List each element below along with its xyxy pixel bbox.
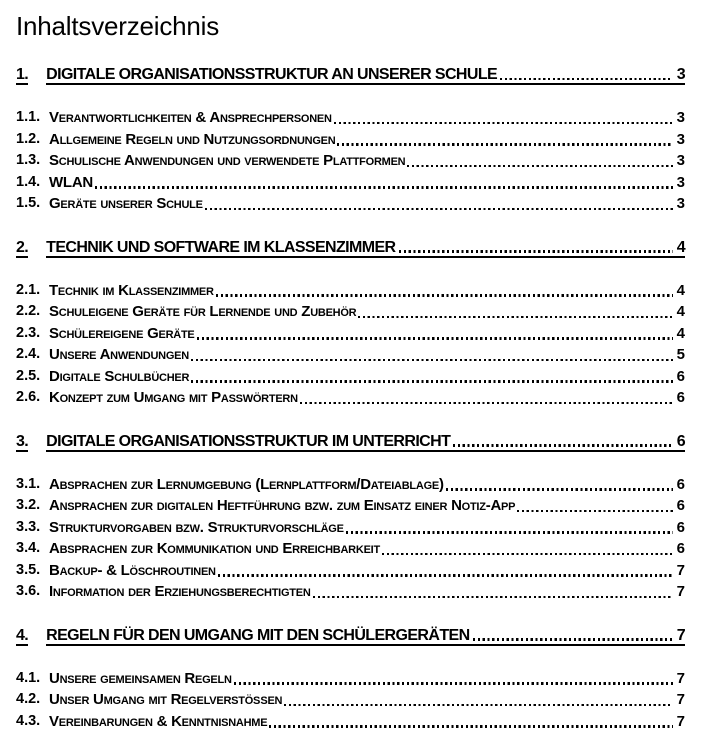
toc-entry[interactable] — [16, 387, 685, 409]
toc-entry-number: 2.5. — [16, 367, 41, 384]
toc-entry-page: 3 — [676, 130, 685, 148]
toc-entry-number: 3.6. — [16, 583, 41, 599]
dot-leader — [269, 725, 672, 727]
toc-entry-title: Schülereigene Geräte — [49, 324, 195, 342]
dot-leader — [358, 316, 672, 318]
dot-leader — [216, 294, 673, 296]
toc-entry-list — [16, 107, 685, 215]
toc-entry[interactable] — [16, 172, 685, 194]
toc-section-page: 3 — [676, 66, 685, 83]
toc-entry[interactable] — [16, 668, 685, 690]
toc-section-heading[interactable] — [16, 627, 685, 646]
toc-entry-number: 3.1. — [16, 475, 41, 492]
dot-leader — [205, 208, 673, 210]
toc-section-page: 6 — [676, 432, 685, 450]
toc-section-title: TECHNIK UND SOFTWARE IM KLASSENZIMMER — [46, 238, 396, 256]
toc-entry-title: Schulische Anwendungen und verwendete Plattformen — [49, 152, 406, 169]
toc-section-number: 2. — [16, 238, 29, 256]
toc-entry[interactable] — [16, 107, 685, 129]
toc-entry-page: 6 — [676, 540, 685, 557]
toc-entry-page: 7 — [676, 561, 685, 579]
toc-entry[interactable] — [16, 517, 685, 539]
dot-leader — [500, 78, 673, 80]
toc-entry-number: 1.1. — [16, 109, 41, 125]
toc-entry-page: 7 — [676, 691, 685, 708]
dot-leader — [517, 510, 672, 512]
toc-entry-page: 3 — [676, 109, 685, 126]
toc-entry-number: 2.1. — [16, 281, 41, 298]
toc-entry-title: Information der Erziehungsberechtigten — [49, 583, 311, 600]
toc-entry-page: 3 — [676, 152, 685, 169]
toc-entry-page: 3 — [676, 195, 685, 212]
toc-entry-page: 6 — [676, 389, 685, 406]
toc-section-title: DIGITALE ORGANISATIONSSTRUKTUR IM UNTERRICHT — [46, 432, 451, 450]
dot-leader — [399, 250, 673, 252]
toc-entry[interactable] — [16, 538, 685, 560]
toc-entry-page: 6 — [676, 367, 685, 385]
toc-entry-title: Digitale Schulbücher — [49, 367, 190, 385]
toc-section-number: 4. — [16, 626, 29, 644]
toc-entry-page: 6 — [676, 475, 685, 493]
dot-leader — [191, 380, 672, 382]
toc-section-heading[interactable] — [16, 433, 685, 452]
toc-section-title: DIGITALE ORGANISATIONSSTRUKTUR AN UNSERER SCHULE — [46, 66, 498, 83]
toc-entry-page: 6 — [676, 497, 685, 514]
toc-entry-title: Unsere gemeinsamen Regeln — [49, 669, 232, 687]
dot-leader — [284, 704, 672, 706]
toc-entry-page: 3 — [676, 173, 685, 191]
toc-entry-page: 7 — [676, 712, 685, 730]
dot-leader — [234, 682, 673, 684]
dot-leader — [446, 488, 673, 490]
toc-section-4 — [16, 627, 685, 733]
toc-entry-title: Technik im Klassenzimmer — [49, 281, 214, 299]
dot-leader — [191, 359, 673, 361]
toc-entry-title: Ansprachen zur digitalen Heftführung bzw. zum Einsatz einer Notiz-App — [49, 497, 516, 514]
toc-entry-title: WLAN — [49, 173, 93, 191]
toc-entry-title: Konzept zum Umgang mit Passwörtern — [49, 389, 298, 406]
toc-entry[interactable] — [16, 193, 685, 215]
toc-entry-page: 4 — [676, 324, 685, 342]
dot-leader — [334, 122, 673, 124]
toc-section-page: 7 — [676, 626, 685, 644]
toc-entry-title: Unser Umgang mit Regelverstößen — [49, 691, 283, 708]
toc-entry-number: 1.3. — [16, 152, 41, 168]
toc-entry-title: Backup- & Löschroutinen — [49, 561, 216, 579]
toc-section-3 — [16, 433, 685, 603]
toc-entry-list — [16, 280, 685, 409]
toc-entry-number: 2.6. — [16, 389, 41, 405]
dot-leader — [95, 186, 673, 188]
toc-entry[interactable] — [16, 280, 685, 302]
toc-entry-number: 2.3. — [16, 324, 41, 341]
toc-entry-number: 2.2. — [16, 303, 41, 319]
toc-entry-list — [16, 474, 685, 603]
toc-entry-title: Absprachen zur Kommunikation und Erreichbarkeit — [49, 540, 380, 557]
toc-entry[interactable] — [16, 323, 685, 345]
dot-leader — [337, 143, 672, 145]
toc-entry[interactable] — [16, 711, 685, 733]
toc-entry-page: 5 — [676, 346, 685, 363]
toc-entry[interactable] — [16, 560, 685, 582]
dot-leader — [313, 596, 673, 598]
dot-leader — [407, 165, 672, 167]
toc-entry-list — [16, 668, 685, 733]
toc-entry-number: 4.2. — [16, 691, 41, 707]
toc-entry-number: 1.5. — [16, 195, 41, 211]
toc-entry[interactable] — [16, 495, 685, 517]
toc-section-2 — [16, 239, 685, 409]
toc-entry-title: Allgemeine Regeln und Nutzungsordnungen — [49, 130, 336, 148]
toc-entry[interactable] — [16, 301, 685, 323]
toc-entry-number: 3.4. — [16, 540, 41, 556]
toc-entry-page: 4 — [676, 281, 685, 299]
dot-leader — [300, 402, 673, 404]
tab-gap — [28, 627, 46, 646]
toc-entry-number: 4.3. — [16, 712, 41, 729]
toc-entry-title: Strukturvorgaben bzw. Strukturvorschläge — [49, 518, 344, 536]
toc-entry-title: Geräte unserer Schule — [49, 195, 203, 212]
toc-entry-title: Vereinbarungen & Kenntnisnahme — [49, 712, 268, 730]
toc-entry[interactable] — [16, 689, 685, 711]
toc-entry-page: 7 — [676, 669, 685, 687]
toc-section-heading[interactable] — [16, 66, 685, 85]
toc-entry[interactable] — [16, 474, 685, 496]
toc-entry[interactable] — [16, 581, 685, 603]
toc-entry[interactable] — [16, 344, 685, 366]
toc-entry-number: 4.1. — [16, 669, 41, 686]
toc-entry-title: Verantwortlichkeiten & Ansprechpersonen — [49, 109, 332, 126]
dot-leader — [382, 553, 673, 555]
toc-section-heading[interactable] — [16, 239, 685, 258]
toc-entry[interactable] — [16, 129, 685, 151]
toc-entry-number: 3.2. — [16, 497, 41, 513]
toc-entry-number: 1.4. — [16, 173, 41, 190]
toc-entry-number: 2.4. — [16, 346, 41, 362]
dot-leader — [197, 337, 673, 339]
toc-entry-title: Unsere Anwendungen — [49, 346, 189, 363]
toc-entry[interactable] — [16, 150, 685, 172]
dot-leader — [346, 531, 673, 533]
toc-entry-number: 3.5. — [16, 561, 41, 578]
dot-leader — [453, 444, 672, 446]
dot-leader — [473, 638, 673, 640]
toc-entry-number: 3.3. — [16, 518, 41, 535]
toc-entry-title: Absprachen zur Lernumgebung (Lernplattform/Dateiablage) — [49, 475, 444, 493]
toc-section-number: 3. — [16, 432, 29, 450]
page-title: Inhaltsverzeichnis — [16, 11, 220, 41]
toc-entry-page: 7 — [676, 583, 685, 600]
toc-entry-title: Schuleigene Geräte für Lernende und Zubehör — [49, 303, 357, 320]
tab-gap — [28, 433, 46, 452]
toc-entry-page: 6 — [676, 518, 685, 536]
tab-gap — [28, 66, 46, 85]
toc-section-number: 1. — [16, 66, 29, 83]
toc-section-title: REGELN FÜR DEN UMGANG MIT DEN SCHÜLERGERÄTEN — [46, 626, 470, 644]
toc-entry-number: 1.2. — [16, 130, 41, 147]
toc-entry-page: 4 — [676, 303, 685, 320]
toc-entry[interactable] — [16, 366, 685, 388]
dot-leader — [218, 574, 673, 576]
toc-section-page: 4 — [676, 238, 685, 256]
tab-gap — [28, 239, 46, 258]
toc-section-1 — [16, 66, 685, 215]
